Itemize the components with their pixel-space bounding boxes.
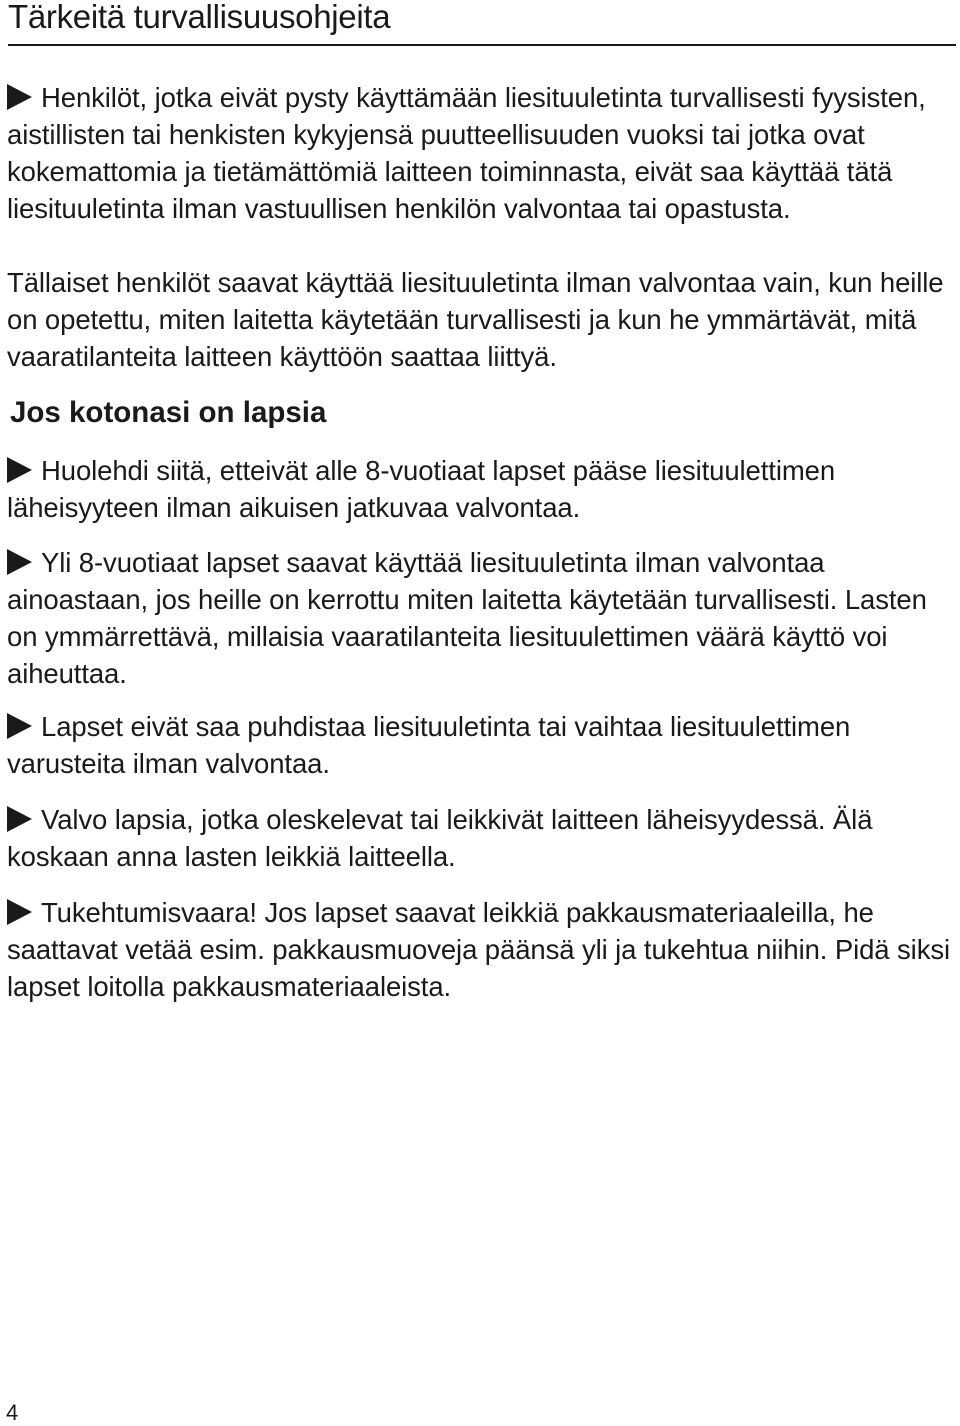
triangle-bullet-icon	[7, 84, 32, 110]
triangle-bullet-icon	[7, 899, 32, 925]
paragraph-text: Tukehtumisvaara! Jos lapset saavat leikkiä pakkausmateriaaleilla, he saattavat vetää esim. pakkausmuoveja päänsä yli ja tukehtua niihin. Pidä siksi lapset loitolla pakkausmateriaaleista.	[7, 897, 951, 1002]
paragraph-text: Huolehdi siitä, etteivät alle 8-vuotiaat lapset pääse liesituulettimen läheisyyteen ilman aikuisen jatkuvaa valvontaa.	[7, 455, 836, 523]
safety-paragraph: Tällaiset henkilöt saavat käyttää liesituuletinta ilman valvontaa vain, kun heille on opetettu, miten laitetta käytetään turvallisesti ja kun he ymmärtävät, mitä vaaratilanteita laitteen käyttöön saattaa liittyä.	[7, 267, 944, 372]
triangle-bullet-icon	[7, 806, 32, 832]
safety-paragraph	[7, 894, 953, 1005]
page-number: 4	[6, 1400, 19, 1425]
page-title: Tärkeitä turvallisuusohjeita	[8, 0, 391, 35]
paragraph-text: Valvo lapsia, jotka oleskelevat tai leikkivät laitteen läheisyydessä. Älä koskaan anna lasten leikkiä laitteella.	[7, 804, 873, 872]
triangle-bullet-icon	[7, 549, 32, 575]
paragraph-text: Lapset eivät saa puhdistaa liesituuletinta tai vaihtaa liesituulettimen varusteita ilman valvontaa.	[7, 711, 851, 779]
paragraph-text: Yli 8-vuotiaat lapset saavat käyttää liesituuletinta ilman valvontaa ainoastaan, jos heille on kerrottu miten laitetta käytetään turvallisesti. Lasten on ymmärrettävä, millaisia vaaratilanteita liesituulettimen väärä käyttö voi aiheuttaa.	[7, 547, 927, 689]
section-heading: Jos kotonasi on lapsia	[10, 396, 327, 429]
safety-paragraph	[7, 708, 953, 782]
paragraph-text: Henkilöt, jotka eivät pysty käyttämään liesituuletinta turvallisesti fyysisten, aistillisten tai henkisten kykyjensä puutteellisuuden vuoksi tai jotka ovat kokemattomia ja tietämättömiä laitteen toiminnasta, eivät saa käyttää tätä liesituuletinta ilman vastuullisen henkilön valvontaa tai opastusta.	[7, 82, 926, 224]
triangle-bullet-icon	[7, 713, 32, 739]
safety-paragraph	[7, 79, 953, 227]
safety-paragraph	[7, 801, 953, 875]
title-divider	[8, 44, 956, 46]
safety-paragraph	[7, 452, 953, 526]
triangle-bullet-icon	[7, 457, 32, 483]
safety-paragraph	[7, 544, 953, 692]
